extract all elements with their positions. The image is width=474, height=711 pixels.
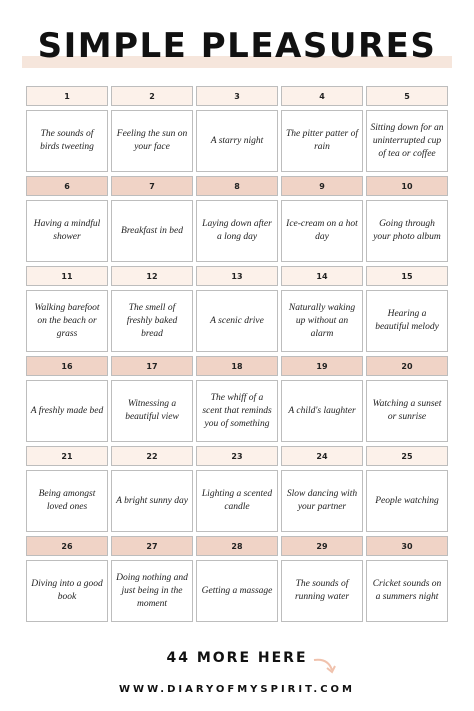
item-text: Breakfast in bed: [111, 200, 193, 262]
text-row: [26, 110, 448, 172]
number-row: [26, 356, 448, 376]
item-text: The pitter patter of rain: [281, 110, 363, 172]
item-number: 26: [26, 536, 108, 556]
item-number: 29: [281, 536, 363, 556]
text-row: [26, 560, 448, 622]
item-text: People watching: [366, 470, 448, 532]
item-number: 20: [366, 356, 448, 376]
item-number: 27: [111, 536, 193, 556]
item-number: 30: [366, 536, 448, 556]
number-row: [26, 266, 448, 286]
item-number: 16: [26, 356, 108, 376]
item-text: Feeling the sun on your face: [111, 110, 193, 172]
number-row: [26, 536, 448, 556]
item-number: 24: [281, 446, 363, 466]
number-row: [26, 446, 448, 466]
item-text: Having a mindful shower: [26, 200, 108, 262]
item-text: Slow dancing with your partner: [281, 470, 363, 532]
item-number: 25: [366, 446, 448, 466]
page-title: SIMPLE PLEASURES: [37, 26, 437, 66]
item-text: Naturally waking up without an alarm: [281, 290, 363, 352]
item-number: 18: [196, 356, 278, 376]
item-number: 8: [196, 176, 278, 196]
item-text: The smell of freshly baked bread: [111, 290, 193, 352]
item-text: Witnessing a beautiful view: [111, 380, 193, 442]
curved-arrow-icon[interactable]: [312, 656, 338, 678]
item-text: Diving into a good book: [26, 560, 108, 622]
item-text: Being amongst loved ones: [26, 470, 108, 532]
item-number: 17: [111, 356, 193, 376]
text-row: [26, 290, 448, 352]
item-text: Getting a massage: [196, 560, 278, 622]
item-text: A starry night: [196, 110, 278, 172]
item-text: A bright sunny day: [111, 470, 193, 532]
website-url[interactable]: WWW.DIARYOFMYSPIRIT.COM: [119, 684, 355, 695]
item-text: Ice-cream on a hot day: [281, 200, 363, 262]
item-text: Lighting a scented candle: [196, 470, 278, 532]
item-number: 7: [111, 176, 193, 196]
item-text: The whiff of a scent that reminds you of something: [196, 380, 278, 442]
item-text: Sitting down for an uninterrupted cup of tea or coffee: [366, 110, 448, 172]
item-text: Walking barefoot on the beach or grass: [26, 290, 108, 352]
item-number: 1: [26, 86, 108, 106]
item-number: 13: [196, 266, 278, 286]
item-number: 11: [26, 266, 108, 286]
item-number: 3: [196, 86, 278, 106]
item-number: 5: [366, 86, 448, 106]
more-link[interactable]: 44 MORE HERE: [166, 650, 308, 666]
item-number: 22: [111, 446, 193, 466]
item-text: Laying down after a long day: [196, 200, 278, 262]
item-text: The sounds of running water: [281, 560, 363, 622]
item-number: 12: [111, 266, 193, 286]
item-text: Watching a sunset or sunrise: [366, 380, 448, 442]
item-text: The sounds of birds tweeting: [26, 110, 108, 172]
item-text: A child's laughter: [281, 380, 363, 442]
item-number: 2: [111, 86, 193, 106]
text-row: [26, 380, 448, 442]
item-text: A freshly made bed: [26, 380, 108, 442]
text-row: [26, 200, 448, 262]
item-number: 6: [26, 176, 108, 196]
item-text: A scenic drive: [196, 290, 278, 352]
number-row: [26, 86, 448, 106]
item-number: 9: [281, 176, 363, 196]
pleasures-grid: [26, 86, 448, 626]
number-row: [26, 176, 448, 196]
item-number: 15: [366, 266, 448, 286]
item-number: 14: [281, 266, 363, 286]
item-number: 10: [366, 176, 448, 196]
item-text: Going through your photo album: [366, 200, 448, 262]
item-text: Cricket sounds on a summers night: [366, 560, 448, 622]
item-number: 4: [281, 86, 363, 106]
item-number: 19: [281, 356, 363, 376]
item-number: 21: [26, 446, 108, 466]
text-row: [26, 470, 448, 532]
item-number: 23: [196, 446, 278, 466]
item-text: Hearing a beautiful melody: [366, 290, 448, 352]
item-text: Doing nothing and just being in the moment: [111, 560, 193, 622]
item-number: 28: [196, 536, 278, 556]
